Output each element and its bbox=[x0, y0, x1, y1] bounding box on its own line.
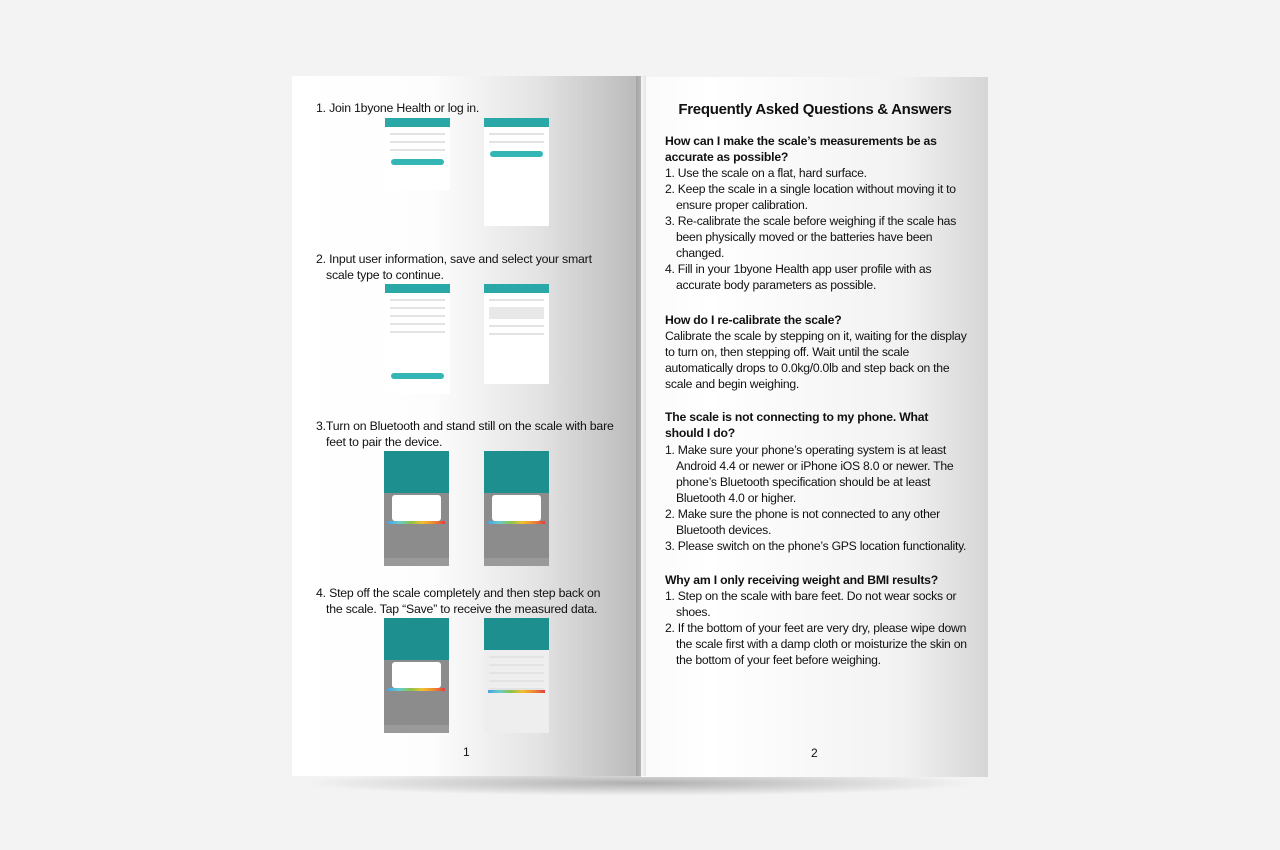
faq-question: Why am I only receiving weight and BMI results? bbox=[665, 573, 938, 587]
faq-question: How do I re-calibrate the scale? bbox=[665, 313, 842, 327]
faq-answer: 1. Step on the scale with bare feet. Do not wear socks or shoes. 2. If the bottom of your feet are very dry, please wipe down the scale first with a damp cloth or moisturize the skin on the bottom of your feet before weighing. bbox=[665, 589, 967, 667]
page-number: 2 bbox=[811, 746, 818, 760]
screenshot-device-select bbox=[484, 284, 549, 384]
left-page bbox=[292, 76, 641, 776]
screenshot-login bbox=[484, 118, 549, 226]
page-number: 1 bbox=[463, 745, 470, 759]
faq-answer: 1. Use the scale on a flat, hard surface. 2. Keep the scale in a single location without moving it to ensure proper calibration. 3. Re-calibrate the scale before weighing if the scale has been physically moved or the batteries have been changed. 4. Fill in your 1byone Health app user profile with as accurate body parameters as possible. bbox=[665, 166, 957, 292]
faq-title: Frequently Asked Questions & Answers bbox=[678, 101, 952, 118]
right-page bbox=[641, 77, 988, 777]
faq-answer: Calibrate the scale by stepping on it, waiting for the display to turn on, then stepping off. Wait until the scale automatically drops to 0.0kg/0.0lb and step back on the scale and begin weighing. bbox=[665, 329, 967, 391]
screenshot-results bbox=[484, 618, 549, 733]
faq-question: The scale is not connecting to my phone. What should I do? bbox=[665, 410, 929, 440]
step-2: 2. Input user information, save and select your smart scale type to continue. bbox=[316, 252, 592, 282]
step-3: 3.Turn on Bluetooth and stand still on the scale with bare feet to pair the device. bbox=[316, 419, 614, 449]
screenshot-no-device-paired bbox=[484, 451, 549, 566]
brochure-spine bbox=[636, 76, 646, 776]
screenshot-bluetooth-prompt bbox=[384, 451, 449, 566]
screenshot-save-data bbox=[384, 618, 449, 733]
step-1: 1. Join 1byone Health or log in. bbox=[316, 101, 480, 115]
step-4: 4. Step off the scale completely and then step back on the scale. Tap “Save” to receive the measured data. bbox=[316, 586, 601, 616]
faq-answer: 1. Make sure your phone’s operating system is at least Android 4.4 or newer or iPhone iOS 8.0 or newer. The phone’s Bluetooth specification should be at least Bluetooth 4.0 or higher. 2. Make sure the phone is not connected to any other Bluetooth devices. 3. Please switch on the phone’s GPS location functionality. bbox=[665, 443, 967, 553]
screenshot-profile bbox=[385, 284, 450, 394]
screenshot-join bbox=[385, 118, 450, 190]
faq-question: How can I make the scale’s measurements be as accurate as possible? bbox=[665, 134, 937, 164]
